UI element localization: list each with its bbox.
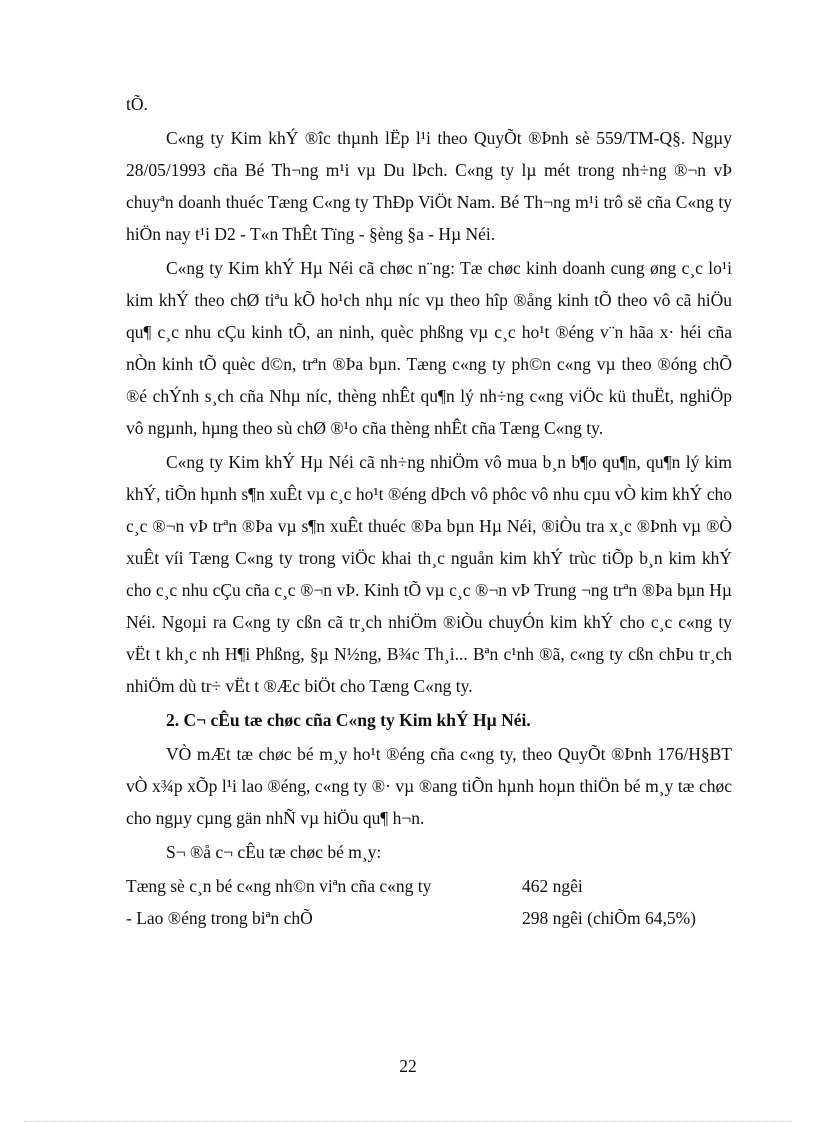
paragraph-org-structure: VÒ mÆt tæ chøc bé m¸y ho¹t ®éng cña c«ng ty, theo QuyÕt ®Þnh 176/H§BT vÒ x¾p xÕp l¹i lao ®éng, c«ng ty ®· vµ ®ang tiÕn hµnh hoµn thiÖn bé m¸y tæ chøc cho ngµy cµng gän nhÑ vµ hiÖu qu¶ h¬n. [126,744,732,828]
paragraph-continuation: tÕ. [126,94,148,114]
page-number: 22 [399,1056,417,1076]
stat-label: Tæng sè c¸n bé c«ng nh©n viªn cña c«ng ty [126,876,432,896]
body-text [126,88,732,934]
stat-row-total-staff [126,870,732,902]
paragraph-company-founding: C«ng ty Kim khÝ ®îc thµnh lËp l¹i theo QuyÕt ®Þnh sè 559/TM-Q§. Ngµy 28/05/1993 cña Bé Th¬ng m¹i vµ Du lÞch. C«ng ty lµ mét trong nh÷ng ®¬n vÞ chuyªn doanh thuéc Tæng C«ng ty ThÐp ViÖt Nam. Bé Th¬ng m¹i trô së cña C«ng ty hiÖn nay t¹i D2 - T«n ThÊt Tïng - §èng §a - Hµ Néi. [126,128,732,244]
paragraph-company-duties: C«ng ty Kim khÝ Hµ Néi cã nh÷ng nhiÖm vô mua b¸n b¶o qu¶n, qu¶n lý kim khÝ, tiÕn hµnh s¶n xuÊt vµ c¸c ho¹t ®éng dÞch vô phôc vô nhu cµu vÒ kim khÝ cho c¸c ®¬n vÞ trªn ®Þa vµ s¶n xuÊt thuéc ®Þa bµn Hµ Néi, ®iÒu tra x¸c ®Þnh vµ ®Ò xuÊt víi Tæng C«ng ty trong viÖc khai th¸c nguån kim khÝ trùc tiÕp b¸n kim khÝ cho c¸c nhu cÇu cña c¸c ®¬n vÞ. Kinh tÕ vµ c¸c ®¬n vÞ Trung ¬ng trªn ®Þa bµn Hµ Néi. Ngoµi ra C«ng ty cßn cã tr¸ch nhiÖm ®iÒu chuyÓn kim khÝ cho c¸c c«ng ty vËt t kh¸c nh H¶i Phßng, §µ N½ng, B¾c Th¸i... Bªn c¹nh ®ã, c«ng ty cßn chÞu tr¸ch nhiÖm dù tr÷ vËt t ®Æc biÖt cho Tæng C«ng ty. [126,452,732,696]
section-heading: 2. C¬ cÊu tæ chøc cña C«ng ty Kim khÝ Hµ Néi. [166,710,531,730]
paragraph-org-chart-intro: S¬ ®å c¬ cÊu tæ chøc bé m¸y: [166,842,382,862]
stat-value: 462 ngêi [522,876,583,896]
stat-value: 298 ngêi (chiÕm 64,5%) [522,908,696,928]
footer-divider [24,1121,792,1122]
paragraph-company-functions: C«ng ty Kim khÝ Hµ Néi cã chøc n¨ng: Tæ chøc kinh doanh cung øng c¸c lo¹i kim khÝ theo chØ tiªu kÕ ho¹ch nhµ níc vµ theo hîp ®ång kinh tÕ theo vô cã hiÖu qu¶ c¸c nhu cÇu kinh tÕ, an ninh, quèc phßng vµ c¸c ho¹t ®éng v¨n hãa x· héi cña nÒn kinh tÕ quèc d©n, trªn ®Þa bµn. Tæng c«ng ty ph©n c«ng vµ theo ®óng chÕ ®é chÝnh s¸ch cña Nhµ níc, thèng nhÊt qu¶n lý nh÷ng c«ng viÖc kü thuËt, nghiÖp vô ngµnh, hµng theo sù chØ ®¹o cña thèng nhÊt cña Tæng C«ng ty. [126,258,732,438]
stat-label: - Lao ®éng trong biªn chÕ [126,908,313,928]
stat-row-permanent-staff [126,902,732,934]
